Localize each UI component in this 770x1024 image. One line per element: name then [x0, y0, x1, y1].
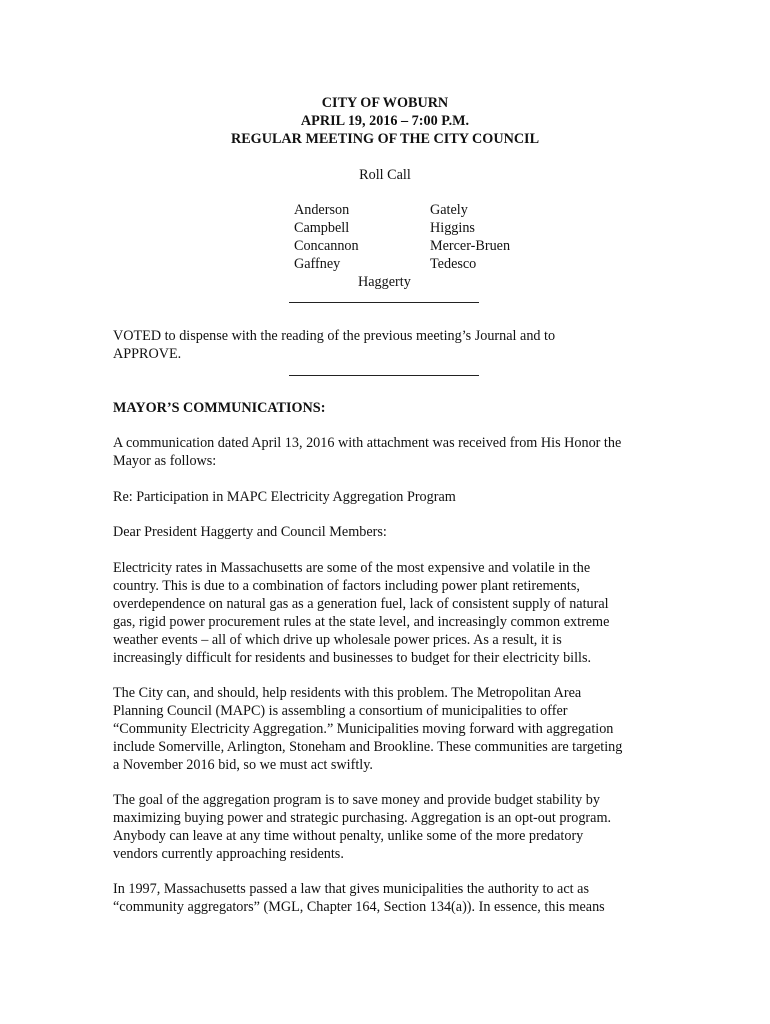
- paragraph-line: The goal of the aggregation program is to save money and provide budget stability by: [113, 792, 600, 808]
- paragraph-line: overdependence on natural gas as a generation fuel, lack of consistent supply of natural: [113, 596, 609, 612]
- intro-line: Mayor as follows:: [113, 453, 217, 469]
- salutation: Dear President Haggerty and Council Members:: [113, 524, 387, 540]
- roll-call-name: Mercer-Bruen: [430, 238, 511, 254]
- paragraph-line: increasingly difficult for residents and businesses to budget for their electricity bills.: [113, 650, 592, 666]
- roll-call-title: Roll Call: [359, 167, 411, 183]
- roll-call-name: Anderson: [294, 202, 350, 218]
- roll-call-name: Tedesco: [430, 256, 477, 272]
- paragraph-line: a November 2016 bid, so we must act swiftly.: [113, 757, 373, 773]
- paragraph-line: In 1997, Massachusetts passed a law that gives municipalities the authority to act as: [113, 881, 589, 897]
- paragraph-line: weather events – all of which drive up wholesale power prices. As a result, it is: [113, 632, 562, 648]
- intro-line: A communication dated April 13, 2016 with attachment was received from His Honor the: [113, 435, 622, 451]
- paragraph-line: vendors currently approaching residents.: [113, 846, 344, 862]
- paragraph-line: country. This is due to a combination of factors including power plant retirements,: [113, 578, 580, 594]
- roll-call-name-president: Haggerty: [358, 274, 411, 290]
- header-date: APRIL 19, 2016 – 7:00 P.M.: [300, 113, 470, 129]
- paragraph-line: Anybody can leave at any time without penalty, unlike some of the more predatory: [113, 828, 584, 844]
- subject-line: Re: Participation in MAPC Electricity Aggregation Program: [113, 489, 456, 505]
- paragraph-line: include Somerville, Arlington, Stoneham and Brookline. These communities are targeting: [113, 739, 623, 755]
- roll-call-name: Concannon: [294, 238, 359, 254]
- paragraph-line: “community aggregators” (MGL, Chapter 164, Section 134(a)). In essence, this means: [113, 899, 605, 915]
- voted-line: VOTED to dispense with the reading of the previous meeting’s Journal and to: [113, 328, 556, 344]
- divider-line: [289, 375, 479, 376]
- paragraph-line: gas, rigid power procurement rules at the state level, and increasingly common extreme: [113, 614, 610, 630]
- paragraph-line: maximizing buying power and strategic purchasing. Aggregation is an opt-out program.: [113, 810, 612, 826]
- roll-call-name: Higgins: [430, 220, 475, 236]
- paragraph-line: “Community Electricity Aggregation.” Municipalities moving forward with aggregation: [113, 721, 614, 737]
- header-meeting: REGULAR MEETING OF THE CITY COUNCIL: [230, 131, 540, 147]
- section-heading: MAYOR’S COMMUNICATIONS:: [113, 400, 326, 416]
- paragraph-line: Planning Council (MAPC) is assembling a consortium of municipalities to offer: [113, 703, 568, 719]
- header-city: CITY OF WOBURN: [321, 95, 449, 111]
- paragraph-line: Electricity rates in Massachusetts are some of the most expensive and volatile in the: [113, 560, 591, 576]
- paragraph-line: The City can, and should, help residents with this problem. The Metropolitan Area: [113, 685, 582, 701]
- voted-line: APPROVE.: [113, 346, 182, 362]
- roll-call-name: Gaffney: [294, 256, 341, 272]
- roll-call-name: Campbell: [294, 220, 350, 236]
- roll-call-name: Gately: [430, 202, 468, 218]
- divider-line: [289, 302, 479, 303]
